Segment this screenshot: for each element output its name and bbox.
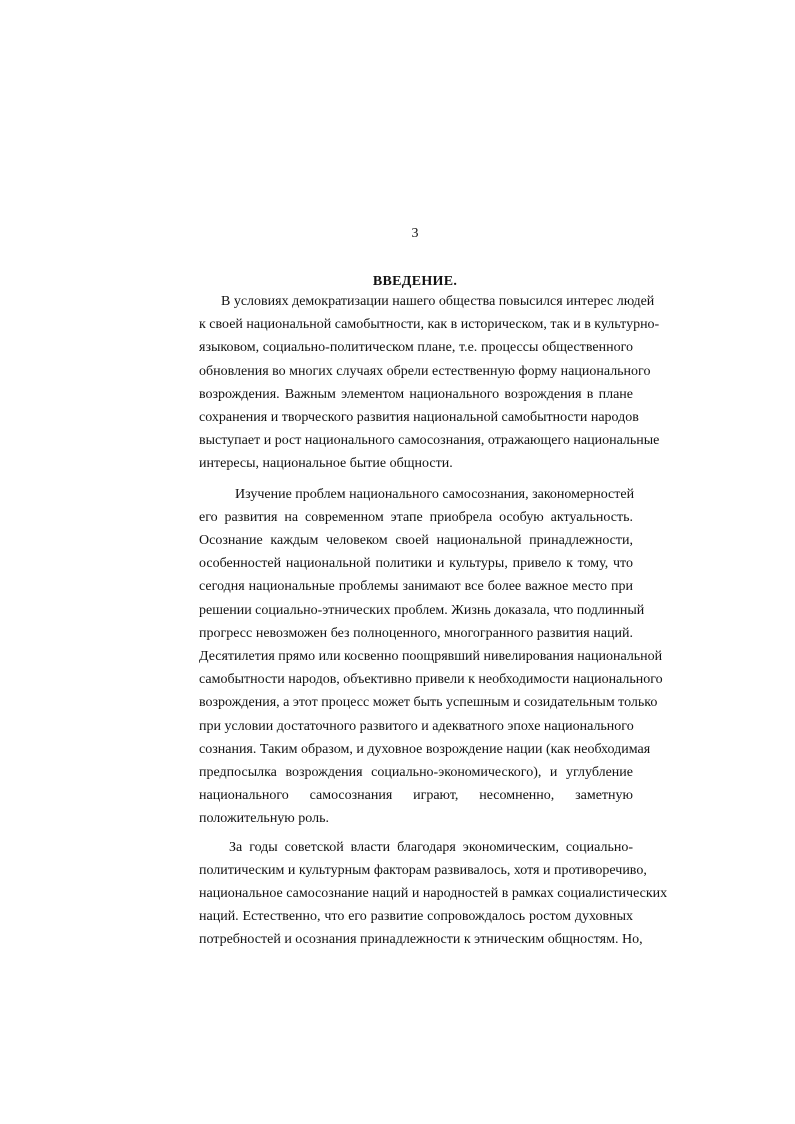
text-line: В условиях демократизации нашего общества повысился интерес людей <box>221 294 655 309</box>
page-title: ВВЕДЕНИЕ. <box>372 274 458 289</box>
text-line: потребностей и осознания принадлежности к этническим общностям. Но, <box>199 932 643 948</box>
text-line: политическим и культурным факторам развивалось, хотя и противоречиво, <box>199 862 647 878</box>
text-line: положительную роль. <box>199 811 329 827</box>
text-line: его развития на современном этапе приобрела особую актуальность. <box>199 509 633 525</box>
text-line: языковом, социально-политическом плане, т.е. процессы общественного <box>199 340 633 356</box>
text-line: наций. Естественно, что его развитие сопровождалось ростом духовных <box>199 909 633 925</box>
text-line: особенностей национальной политики и культуры, привело к тому, что <box>199 556 633 572</box>
text-line: сознания. Таким образом, и духовное возрождение нации (как необходимая <box>199 741 651 757</box>
text-line: Осознание каждым человеком своей национальной принадлежности, <box>199 533 633 549</box>
text-line: интересы, национальное бытие общности. <box>199 456 453 472</box>
text-line: За годы советской власти благодаря экономическим, социально- <box>229 839 633 855</box>
text-line: выступает и рост национального самосознания, отражающего национальные <box>199 433 660 449</box>
paragraph-2 <box>199 483 663 831</box>
text-line: сохранения и творческого развития национальной самобытности народов <box>199 410 639 426</box>
text-line: при условии достаточного развитого и адекватного эпохе национального <box>199 718 634 734</box>
text-line: к своей национальной самобытности, как в историческом, так и в культурно- <box>199 317 660 333</box>
text-line: сегодня национальные проблемы занимают все более важное место при <box>199 579 633 595</box>
text-line: Изучение проблем национального самосознания, закономерностей <box>235 486 635 502</box>
text-line: самобытности народов, объективно привели к необходимости национального <box>199 672 663 688</box>
text-line: предпосылка возрождения социально-экономического), и углубление <box>199 765 633 781</box>
text-line: возрождения, а этот процесс может быть успешным и созидательным только <box>199 695 658 711</box>
text-line: решении социально-этнических проблем. Жизнь доказала, что подлинный <box>199 602 645 618</box>
page-number: 3 <box>411 226 419 241</box>
body-text <box>199 290 668 952</box>
text-line: национального самосознания играют, несомненно, заметную <box>199 788 633 804</box>
text-line: обновления во многих случаях обрели естественную форму национального <box>199 363 651 379</box>
paragraph-3 <box>199 836 668 952</box>
text-line: национальное самосознание наций и народностей в рамках социалистических <box>199 886 668 902</box>
text-line: Десятилетия прямо или косвенно поощрявший нивелирования национальной <box>199 649 663 665</box>
text-line: возрождения. Важным элементом национального возрождения в плане <box>199 386 633 402</box>
text-line: прогресс невозможен без полноценного, многогранного развития наций. <box>199 625 633 641</box>
paragraph-1 <box>199 290 660 476</box>
